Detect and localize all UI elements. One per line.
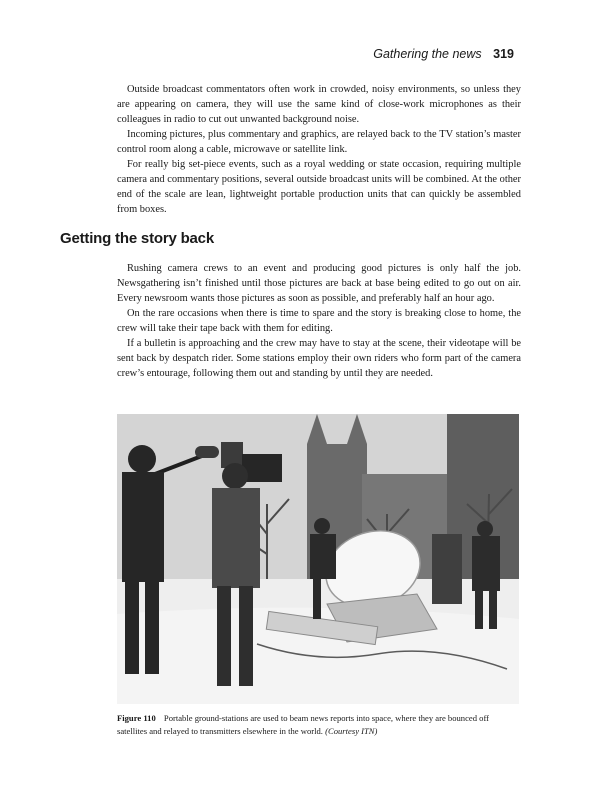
figure-photo: [117, 414, 519, 704]
section-heading: Getting the story back: [60, 230, 214, 247]
section-text-block: [117, 261, 521, 381]
paragraph: Rushing camera crews to an event and producing good pictures is only half the job. Newsgathering isn’t finished until those pictures are back at base being edited to go out on air. Every newsroom wants those pictures as soon as possible, and preferably half an hour ago.: [117, 263, 521, 304]
paragraph: Outside broadcast commentators often work in crowded, noisy environments, so unless they are appearing on camera, they will use the same kind of close-work microphones as their colleagues in radio to cut out unwanted background noise.: [117, 84, 521, 125]
caption-text: Portable ground-stations are used to beam news reports into space, where they are bounced off satellites and relayed to transmitters elsewhere in the world.: [117, 713, 490, 736]
running-head-title: Gathering the news: [373, 47, 482, 61]
paragraph: If a bulletin is approaching and the crew may have to stay at the scene, their videotape will be sent back by despatch rider. Some stations employ their own riders who form part of the camera crew’s entourage, following them out and standing by until they are needed.: [117, 338, 521, 379]
caption-courtesy: (Courtesy ITN): [325, 725, 378, 736]
paragraph: Incoming pictures, plus commentary and graphics, are relayed back to the TV station’s master control room along a cable, microwave or satellite link.: [117, 129, 521, 155]
page-number: 319: [493, 47, 514, 61]
paragraph: For really big set-piece events, such as a royal wedding or state occasion, requiring multiple camera and commentary positions, several outside broadcast units will be combined. At the other end of the scale are lean, lightweight portable production units that can quickly be assembled from boxes.: [117, 159, 521, 215]
intro-text-block: [117, 82, 521, 217]
equipment-rack: [432, 534, 462, 604]
figure-caption: [117, 712, 521, 737]
photo-illustration: [117, 414, 519, 704]
running-head: [373, 47, 514, 61]
figure-label: Figure 110: [117, 713, 156, 723]
paragraph: On the rare occasions when there is time to spare and the story is breaking close to home, the crew will take their tape back with them for editing.: [117, 308, 521, 334]
